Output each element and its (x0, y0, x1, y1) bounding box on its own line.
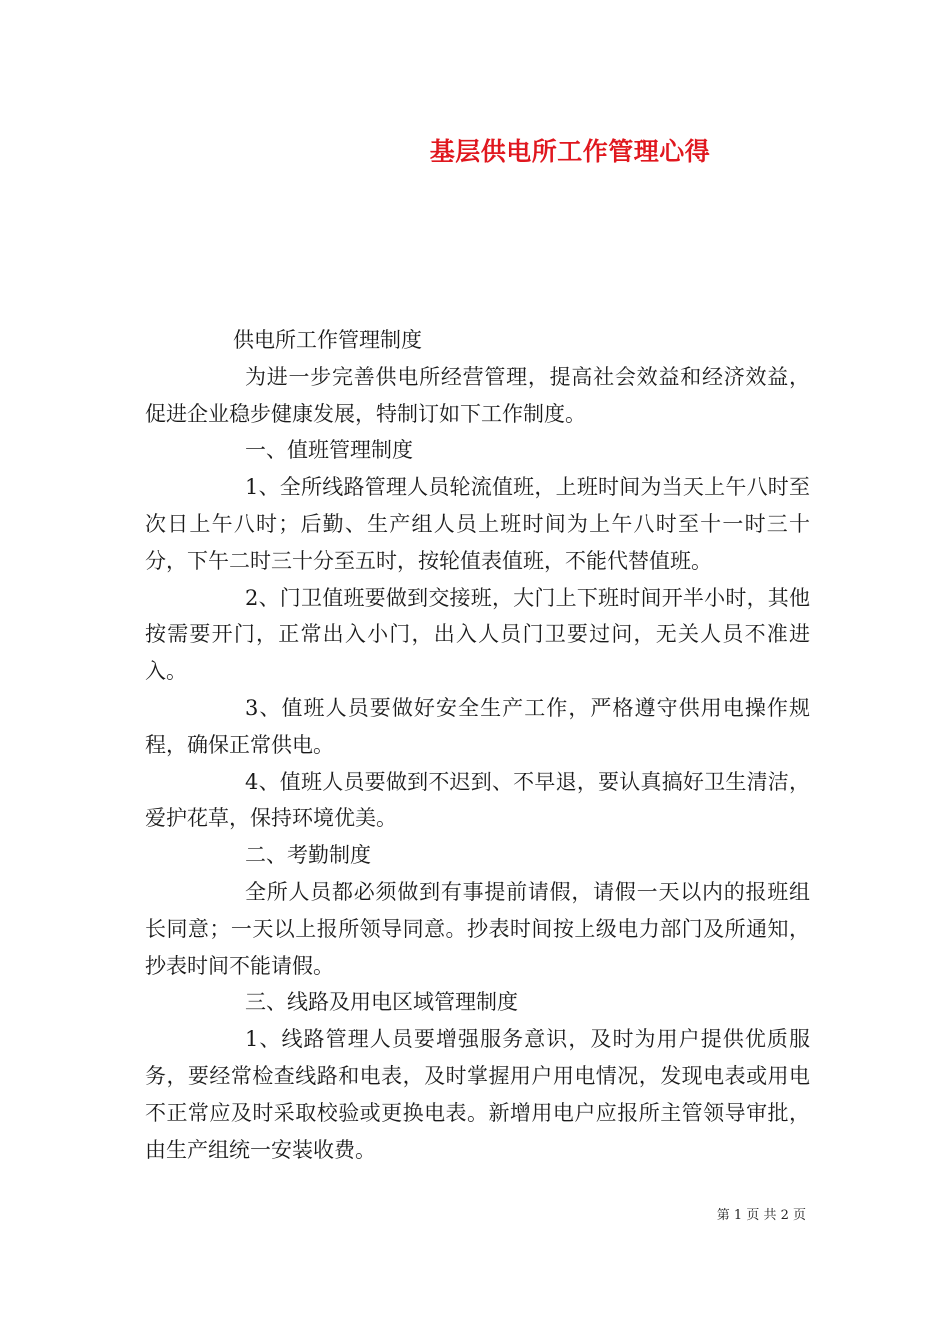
duty-rule-3: 3、值班人员要做好安全生产工作，严格遵守供用电操作规程，确保正常供电。 (145, 695, 810, 757)
section-heading-duty: 一、值班管理制度 (245, 438, 413, 463)
section-heading-lines: 三、线路及用电区域管理制度 (245, 990, 518, 1015)
document-title: 基层供电所工作管理心得 (429, 137, 711, 166)
page-number-footer: 第 1 页 共 2 页 (716, 1208, 806, 1223)
document-body (145, 322, 810, 1168)
duty-rule-4: 4、值班人员要做到不迟到、不早退，要认真搞好卫生清洁，爱护花草，保持环境优美。 (145, 769, 810, 831)
attendance-rule: 全所人员都必须做到有事提前请假，请假一天以内的报班组长同意；一天以上报所领导同意。抄表时间按上级电力部门及所通知，抄表时间不能请假。 (145, 879, 810, 978)
intro-paragraph: 为进一步完善供电所经营管理，提高社会效益和经济效益，促进企业稳步健康发展，特制订如下工作制度。 (145, 364, 810, 426)
section-heading-main: 供电所工作管理制度 (233, 328, 422, 352)
duty-rule-1: 1、全所线路管理人员轮流值班，上班时间为当天上午八时至次日上午八时；后勤、生产组人员上班时间为上午八时至十一时三十分，下午二时三十分至五时，按轮值表值班，不能代替值班。 (145, 475, 810, 573)
section-heading-attendance: 二、考勤制度 (245, 843, 371, 868)
duty-rule-2: 2、门卫值班要做到交接班，大门上下班时间开半小时，其他按需要开门，正常出入小门，出入人员门卫要过问，无关人员不准进入。 (145, 585, 810, 684)
lines-rule-1: 1、线路管理人员要增强服务意识，及时为用户提供优质服务，要经常检查线路和电表，及时掌握用户用电情况，发现电表或用电不正常应及时采取校验或更换电表。新增用电户应报所主管领导审批，由生产组统一安装收费。 (145, 1027, 810, 1162)
